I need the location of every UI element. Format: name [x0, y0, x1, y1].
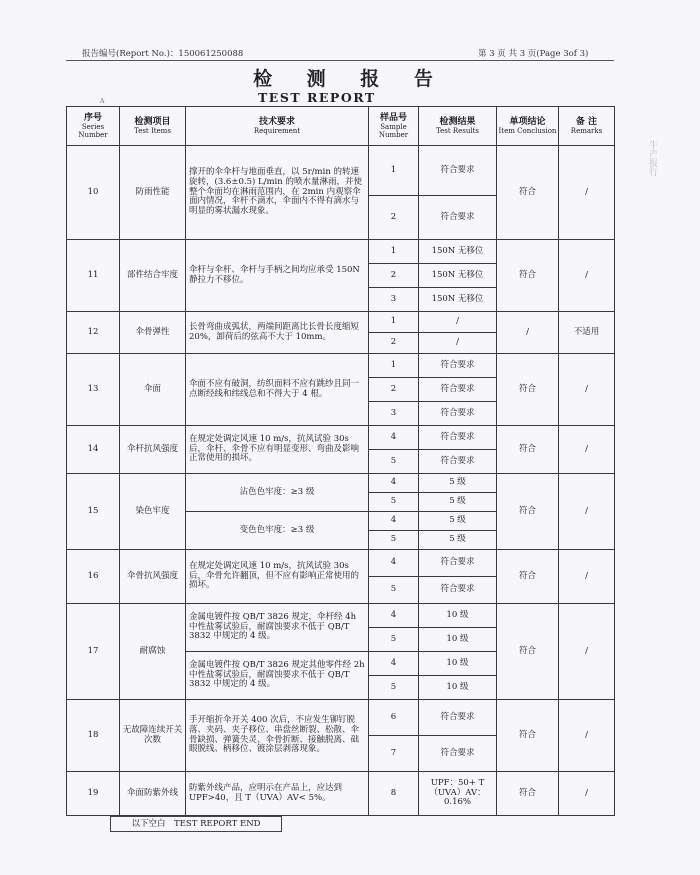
test-result: 符合要求 [419, 577, 497, 604]
sample-number: 4 [369, 426, 419, 450]
remarks: / [559, 426, 615, 474]
test-result: 符合要求 [419, 196, 497, 240]
sample-number: 5 [369, 676, 419, 700]
test-result: 150N 无移位 [419, 240, 497, 264]
requirement: 变色色牢度：≥3 级 [186, 512, 369, 550]
title-english: TEST REPORT [258, 90, 376, 105]
remarks: / [559, 700, 615, 772]
remarks: / [559, 146, 615, 240]
test-result: 符合要求 [419, 736, 497, 772]
table-row [67, 354, 615, 378]
col-header-requirement: 技术要求 Requirement [186, 107, 369, 146]
test-result: UPF：50+ T（UVA）AV：0.16% [419, 772, 497, 816]
item-conclusion: 符合 [497, 550, 559, 604]
test-result: 符合要求 [419, 550, 497, 577]
table-row [67, 700, 615, 736]
test-report-table [66, 106, 615, 816]
sample-number: 4 [369, 474, 419, 493]
row-number: 15 [67, 474, 120, 550]
table-row [67, 550, 615, 577]
test-result: / [419, 333, 497, 354]
col-header-remarks: 备 注 Remarks [559, 107, 615, 146]
row-number: 16 [67, 550, 120, 604]
sample-number: 3 [369, 288, 419, 312]
test-result: 10 级 [419, 676, 497, 700]
test-result: 符合要求 [419, 146, 497, 196]
sample-number: 8 [369, 772, 419, 816]
row-number: 18 [67, 700, 120, 772]
tick-mark: A [100, 98, 105, 105]
test-result: 符合要求 [419, 378, 497, 402]
remarks: / [559, 354, 615, 426]
col-header-conclusion: 单项结论 Item Conclusion [497, 107, 559, 146]
test-result: 150N 无移位 [419, 288, 497, 312]
sample-number: 5 [369, 531, 419, 550]
item-conclusion: 符合 [497, 240, 559, 312]
requirement: 金属电镀件按 QB/T 3826 规定，伞杆经 4h 中性盐雾试验后，耐腐蚀要求不低于 QB/T 3832 中规定的 4 级。 [186, 604, 369, 652]
test-item: 部件结合牢度 [120, 240, 186, 312]
requirement: 长骨弯曲成弧状，两端间距离比长骨长度缩短 20%，卸荷后的弦高不大于 10mm。 [186, 312, 369, 354]
row-number: 14 [67, 426, 120, 474]
test-item: 伞面防紫外线 [120, 772, 186, 816]
sample-number: 5 [369, 577, 419, 604]
sample-number: 4 [369, 604, 419, 628]
table-row [67, 312, 615, 333]
test-result: 符合要求 [419, 450, 497, 474]
col-header-seq: 序号 Series Number [67, 107, 120, 146]
col-header-item: 检测项目 Test Items [120, 107, 186, 146]
test-result: 10 级 [419, 628, 497, 652]
table-row [67, 426, 615, 450]
sample-number: 2 [369, 196, 419, 240]
remarks: / [559, 604, 615, 700]
remarks: 不适用 [559, 312, 615, 354]
test-item: 防雨性能 [120, 146, 186, 240]
sample-number: 2 [369, 378, 419, 402]
report-number: 报告编号(Report No.)：150061250088 [82, 49, 244, 59]
requirement: 伞杆与伞杆、伞杆与手柄之间均应承受 150N 静拉力不移位。 [186, 240, 369, 312]
requirement: 防紫外线产品，应明示在产品上，应达到 UPF>40，且 T（UVA）AV< 5%。 [186, 772, 369, 816]
item-conclusion: 符合 [497, 146, 559, 240]
test-result: 5 级 [419, 531, 497, 550]
sample-number: 1 [369, 354, 419, 378]
sample-number: 7 [369, 736, 419, 772]
table-row [67, 772, 615, 816]
sample-number: 3 [369, 402, 419, 426]
test-result: 符合要求 [419, 354, 497, 378]
table-row [67, 474, 615, 493]
table-row [67, 146, 615, 196]
item-conclusion: 符合 [497, 474, 559, 550]
sample-number: 1 [369, 240, 419, 264]
report-end-note: 以下空白 TEST REPORT END [110, 816, 282, 832]
header-divider [66, 60, 614, 61]
test-item: 耐腐蚀 [120, 604, 186, 700]
row-number: 10 [67, 146, 120, 240]
test-result: 10 级 [419, 652, 497, 676]
test-item: 无故障连续开关次数 [120, 700, 186, 772]
test-item: 伞骨弹性 [120, 312, 186, 354]
test-item: 伞面 [120, 354, 186, 426]
test-item: 伞骨抗风强度 [120, 550, 186, 604]
requirement: 在规定处调定风速 10 m/s，抗风试验 30s 后，伞杆、伞骨不应有明显变形、弯曲及影响正常使用的损坏。 [186, 426, 369, 474]
test-result: 符合要求 [419, 700, 497, 736]
row-number: 12 [67, 312, 120, 354]
test-result: 5 级 [419, 512, 497, 531]
title-chinese: 检 测 报 告 [253, 68, 447, 90]
sample-number: 1 [369, 312, 419, 333]
page-info: 第 3 页 共 3 页(Page 3of 3) [478, 49, 589, 59]
requirement: 撑开的伞伞杆与地面垂直，以 5r/min 的转速旋转，(3.6±0.5) L/min 的喷水量淋雨，并使整个伞面均在淋雨范围内，在 2min 内观察伞面内情况，伞杆不滴水，伞面内不得有滴水与明显的雾状漏水现象。 [186, 146, 369, 240]
sample-number: 2 [369, 333, 419, 354]
test-result: 符合要求 [419, 402, 497, 426]
sample-number: 5 [369, 450, 419, 474]
item-conclusion: / [497, 312, 559, 354]
sample-number: 2 [369, 264, 419, 288]
remarks: / [559, 240, 615, 312]
col-header-result: 检测结果 Test Results [419, 107, 497, 146]
sample-number: 4 [369, 652, 419, 676]
item-conclusion: 符合 [497, 772, 559, 816]
test-item: 染色牢度 [120, 474, 186, 550]
table-row [67, 604, 615, 628]
test-result: / [419, 312, 497, 333]
sample-number: 5 [369, 628, 419, 652]
remarks: / [559, 772, 615, 816]
row-number: 19 [67, 772, 120, 816]
test-result: 符合要求 [419, 426, 497, 450]
row-number: 17 [67, 604, 120, 700]
test-result: 10 级 [419, 604, 497, 628]
requirement: 在规定处调定风速 10 m/s，抗风试验 30s 后，伞骨允许翻顶，但不应有影响正常使用的损坏。 [186, 550, 369, 604]
test-result: 150N 无移位 [419, 264, 497, 288]
row-number: 13 [67, 354, 120, 426]
test-result: 5 级 [419, 474, 497, 493]
test-item: 伞杆抗风强度 [120, 426, 186, 474]
requirement: 金属电镀件按 QB/T 3826 规定其他零件经 2h 中性盐雾试验后，耐腐蚀要求不低于 QB/T 3832 中规定的 4 级。 [186, 652, 369, 700]
requirement: 沾色色牢度：≥3 级 [186, 474, 369, 512]
sample-number: 6 [369, 700, 419, 736]
remarks: / [559, 474, 615, 550]
sample-number: 4 [369, 550, 419, 577]
sample-number: 4 [369, 512, 419, 531]
remarks: / [559, 550, 615, 604]
requirement: 伞面不应有破洞，纺织面料不应有跳纱且同一点断经线和纬线总和不得大于 4 根。 [186, 354, 369, 426]
item-conclusion: 符合 [497, 354, 559, 426]
test-result: 5 级 [419, 493, 497, 512]
table-row [67, 240, 615, 264]
item-conclusion: 符合 [497, 426, 559, 474]
row-number: 11 [67, 240, 120, 312]
item-conclusion: 符合 [497, 604, 559, 700]
col-header-sample: 样品号 Sample Number [369, 107, 419, 146]
sample-number: 5 [369, 493, 419, 512]
item-conclusion: 符合 [497, 700, 559, 772]
margin-note: 牛产报行 [647, 140, 657, 176]
sample-number: 1 [369, 146, 419, 196]
table-header-row [67, 107, 615, 146]
requirement: 手开缩折伞开关 400 次后，不应发生铆钉脱落、夹码、夹子移位、串盘丝断裂、松散、伞骨缺损、弹簧失灵、伞骨折断、接触脱离、础眼脱线、柄移位、镀涂层剥落现象。 [186, 700, 369, 772]
